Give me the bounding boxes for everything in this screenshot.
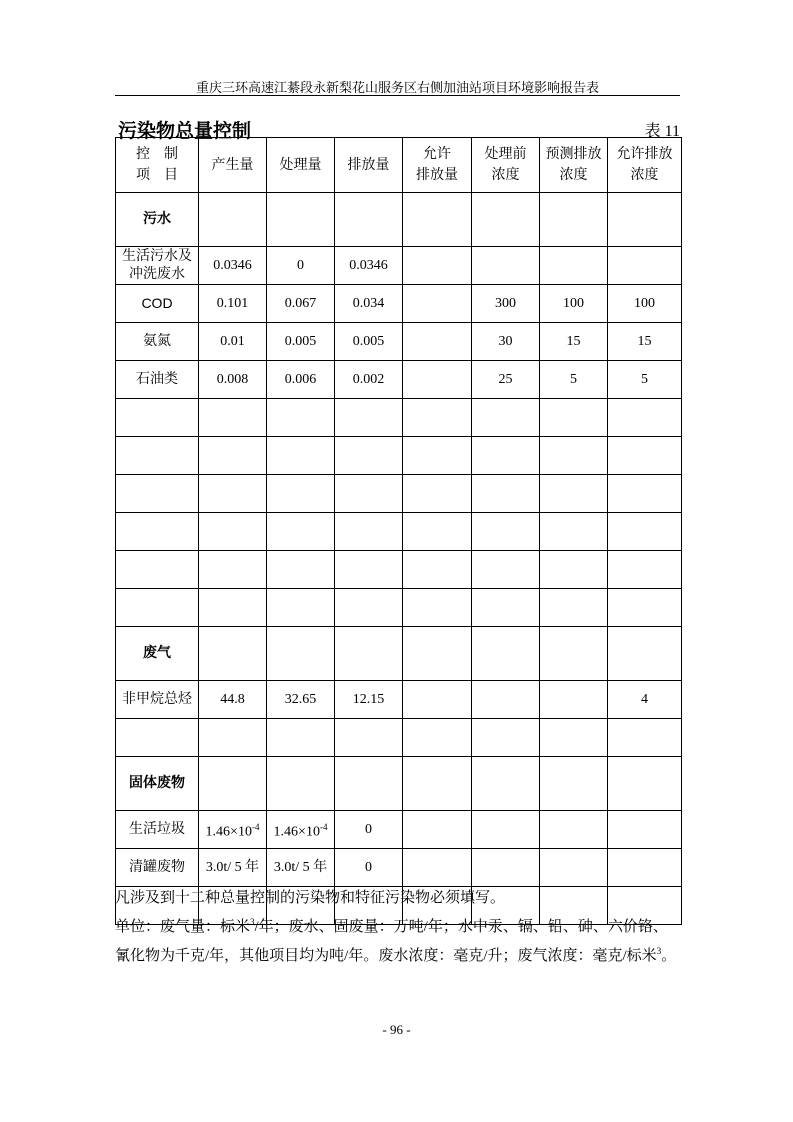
pre-concentration-cell: 300 [472,285,540,323]
report-header: 重庆三环高速江綦段永新梨花山服务区右侧加油站项目环境影响报告表 [195,80,599,95]
section-title: 污染物总量控制 [118,120,252,142]
discharged-cell: 0.0346 [335,247,403,285]
pollutant-total-control-table [115,137,682,925]
table-row [116,811,682,849]
discharged-cell: 0.005 [335,323,403,361]
empty-row [116,551,682,589]
item-label: 石油类 [116,361,199,399]
item-label: 氨氮 [116,323,199,361]
produced-cell: 0.101 [199,285,267,323]
page-number: - 96 - [382,1022,411,1037]
table-row [116,681,682,719]
category-label: 污水 [116,193,199,247]
predicted-concentration-cell: 100 [540,285,608,323]
predicted-concentration-cell: 15 [540,323,608,361]
header-treated: 处理量 [267,138,335,193]
category-label: 固体废物 [116,757,199,811]
allowed-concentration-cell: 4 [608,681,682,719]
empty-row [116,437,682,475]
corner-top: 控 制 [136,147,178,162]
header-predicted-concentration [540,138,608,193]
discharged-cell: 0.034 [335,285,403,323]
table-row [116,849,682,887]
pre-concentration-cell: 25 [472,361,540,399]
value-exponent: -4 [319,821,328,832]
empty-row [116,589,682,627]
treated-cell: 32.65 [267,681,335,719]
header-pre-concentration [472,138,540,193]
treated-cell: 0.067 [267,285,335,323]
produced-cell: 44.8 [199,681,267,719]
header-corner [116,138,199,193]
item-line: 冲洗废水 [129,266,185,282]
produced-cell: 3.0t/ 5 年 [199,849,267,887]
empty-row [116,475,682,513]
discharged-cell: 12.15 [335,681,403,719]
table-row [116,361,682,399]
header-line: 浓度 [491,168,520,183]
category-label: 废气 [116,627,199,681]
table-header-row [116,138,682,193]
header-allowed-discharge [403,138,472,193]
header-rule [115,95,680,96]
corner-bottom: 项 目 [136,168,178,183]
pre-concentration-cell: 30 [472,323,540,361]
header-line: 预测排放 [545,147,602,162]
note-text: 。 [661,948,677,964]
produced-cell: 0.008 [199,361,267,399]
discharged-cell: 0 [335,811,403,849]
treated-cell: 0.005 [267,323,335,361]
produced-cell: 0.01 [199,323,267,361]
table-row [116,323,682,361]
category-row-solid [116,757,682,811]
empty-row [116,513,682,551]
item-label: 清罐废物 [116,849,199,887]
produced-cell [199,811,267,849]
allowed-concentration-cell: 100 [608,285,682,323]
header-line: 处理前 [484,147,527,162]
table-row [116,285,682,323]
item-label: COD [116,285,199,323]
note-text: /年；废水、固废量：万吨/年；水中汞、镉、铅、砷、六价铬、氰化物为千克/年，其他项目均为吨/年。废水浓度：毫克/升；废气浓度：毫克/标米 [115,919,668,964]
allowed-concentration-cell: 15 [608,323,682,361]
table-row [116,247,682,285]
header-line: 允许 [423,147,451,162]
superscript: 3 [656,946,662,956]
header-line: 允许排放 [616,147,673,162]
item-label: 非甲烷总烃 [116,681,199,719]
table-notes [115,886,681,968]
header-allowed-concentration [608,138,682,193]
header-produced: 产生量 [199,138,267,193]
value-base: 1.46×10 [273,824,320,840]
empty-row [116,719,682,757]
note-text: 单位：废气量：标米 [115,919,251,935]
category-row-water [116,193,682,247]
item-line: 生活污水及 [122,248,192,264]
value-base: 1.46×10 [205,824,252,840]
produced-cell: 0.0346 [199,247,267,285]
note-line: 凡涉及到十二种总量控制的污染物和特征污染物必须填写。 [115,890,506,906]
header-line: 浓度 [630,168,659,183]
item-label: 生活垃圾 [116,811,199,849]
category-row-gas [116,627,682,681]
header-discharged: 排放量 [335,138,403,193]
header-line: 排放量 [416,168,458,183]
item-label [116,247,199,285]
header-line: 浓度 [559,168,588,183]
discharged-cell: 0 [335,849,403,887]
table-number: 表 11 [644,123,680,140]
allowed-concentration-cell: 5 [608,361,682,399]
predicted-concentration-cell: 5 [540,361,608,399]
note-units [115,910,681,968]
treated-cell: 3.0t/ 5 年 [267,849,335,887]
treated-cell [267,811,335,849]
value-exponent: -4 [251,821,260,832]
treated-cell: 0 [267,247,335,285]
treated-cell: 0.006 [267,361,335,399]
discharged-cell: 0.002 [335,361,403,399]
empty-row [116,399,682,437]
superscript: 3 [250,917,255,927]
